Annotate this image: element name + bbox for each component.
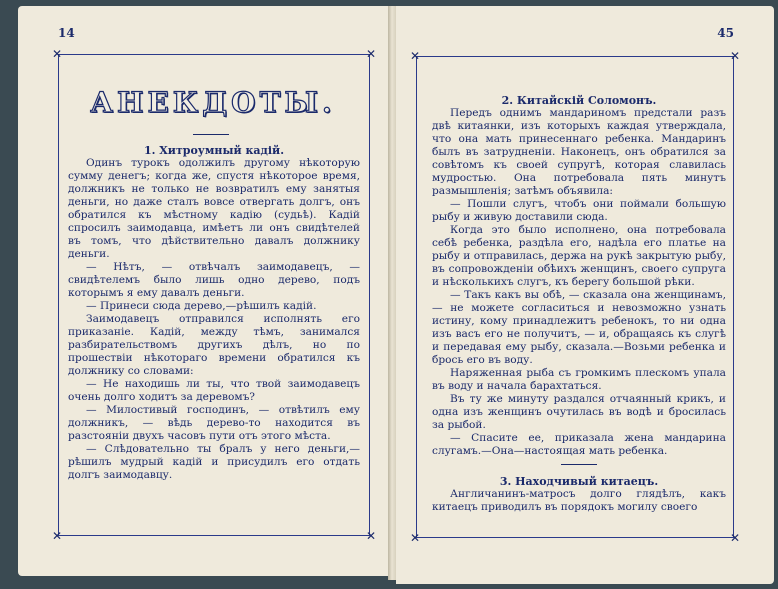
right-text-block xyxy=(432,94,726,514)
story2-paragraph: Когда это было исполнено, она потребовала себѣ ребенка, раздѣла его, надѣла его платье на рыбу и отправилась, держа на рукѣ закрытую рыбу, въ сопровожденіи обѣихъ женщинъ, своего супруга и нѣсколькихъ слугъ, къ берегу большой рѣки. xyxy=(432,224,726,288)
story3-paragraph: Англичанинъ-матросъ долго глядѣлъ, какъ китаецъ приводилъ въ порядокъ могилу своего xyxy=(432,488,726,513)
story1-paragraph: Заимодавецъ отправился исполнять его приказаніе. Кадій, между тѣмъ, занимался разбирательствомъ другихъ дѣлъ, но по прошествіи нѣкотораго времени обратился къ должнику со словами: xyxy=(68,313,360,377)
section-divider xyxy=(561,464,597,465)
right-page xyxy=(396,6,774,584)
main-title: АНЕКДОТЫ. xyxy=(90,86,336,119)
corner-ornament-icon: ✕ xyxy=(729,49,740,63)
story2-paragraph: — Пошли слугъ, чтобъ они поймали большую рыбу и живую доставили сюда. xyxy=(432,198,726,223)
left-page xyxy=(18,6,390,576)
corner-ornament-icon: ✕ xyxy=(410,531,421,545)
title-rule xyxy=(193,134,229,135)
story1-paragraph: — Не находишь ли ты, что твой заимодавецъ очень долго ходитъ за деревомъ? xyxy=(68,378,360,403)
story1-paragraph: — Милостивый господинъ, — отвѣтилъ ему должникъ, — вѣдь дерево-то находится въ разстояніи двухъ часовъ пути отъ этого мѣста. xyxy=(68,404,360,442)
story2-paragraph: Въ ту же минуту раздался отчаянный крикъ, и одна изъ женщинъ очутилась въ водѣ и бросилась за рыбой. xyxy=(432,393,726,431)
corner-ornament-icon: ✕ xyxy=(729,531,740,545)
story2-paragraph: — Такъ какъ вы обѣ, — сказала она женщинамъ, — не можете согласиться и невозможно узнать истину, кому принадлежитъ ребенокъ, то ни одна изъ васъ его не получитъ, — и, обращаясь къ слугѣ и передавая ему рыбу, сказала.—Возьми ребенка и брось его въ воду. xyxy=(432,289,726,366)
corner-ornament-icon: ✕ xyxy=(365,47,376,61)
story1-paragraph: — Слѣдовательно ты бралъ у него деньги,— рѣшилъ мудрый кадій и присудилъ его отдать долгъ заимодавцу. xyxy=(68,443,360,481)
story3-title: 3. Находчивый китаецъ. xyxy=(499,475,659,488)
page-number-left: 14 xyxy=(58,26,75,40)
story1-title: 1. Хитроумный кадій. xyxy=(143,144,285,157)
corner-ornament-icon: ✕ xyxy=(365,529,376,543)
story1-paragraph: Одинъ турокъ одолжилъ другому нѣкоторую сумму денегъ; когда же, спустя нѣкоторое время, должникъ не только не возвратилъ ему занятыя деньги, но даже сталъ вовсе отвергать долгъ, онъ обратился къ мѣстному кадію (судьѣ). Кадій спросилъ заимодавца, имѣетъ ли онъ свидѣтелей въ томъ, что дѣйствительно давалъ должнику деньги. xyxy=(68,157,360,260)
story1-paragraph: — Принеси сюда дерево,—рѣшилъ кадій. xyxy=(86,300,317,312)
story2-paragraph: — Спасите ее, приказала жена мандарина слугамъ.—Она—настоящая мать ребенка. xyxy=(432,432,726,457)
page-number-right: 45 xyxy=(717,26,734,40)
left-text-block xyxy=(68,144,360,482)
story1-paragraph: — Нѣтъ, — отвѣчалъ заимодавецъ, — свидѣтелемъ было лишь одно дерево, подъ которымъ я ему давалъ деньги. xyxy=(68,261,360,299)
corner-ornament-icon: ✕ xyxy=(52,47,63,61)
corner-ornament-icon: ✕ xyxy=(52,529,63,543)
story2-title: 2. Китайскій Соломонъ. xyxy=(501,94,657,107)
story2-paragraph: Передъ однимъ мандариномъ предстали разъ двѣ китаянки, изъ которыхъ каждая утверждала, что она мать принесеннаго ребенка. Мандаринъ былъ въ затрудненіи. Наконецъ, онъ обратился за совѣтомъ къ своей супругѣ, которая славилась мудростью. Она потребовала пять минутъ размышленія; затѣмъ объявила: xyxy=(432,107,726,197)
story2-paragraph: Наряженная рыба съ громкимъ плескомъ упала въ воду и начала барахтаться. xyxy=(432,367,726,392)
corner-ornament-icon: ✕ xyxy=(410,49,421,63)
